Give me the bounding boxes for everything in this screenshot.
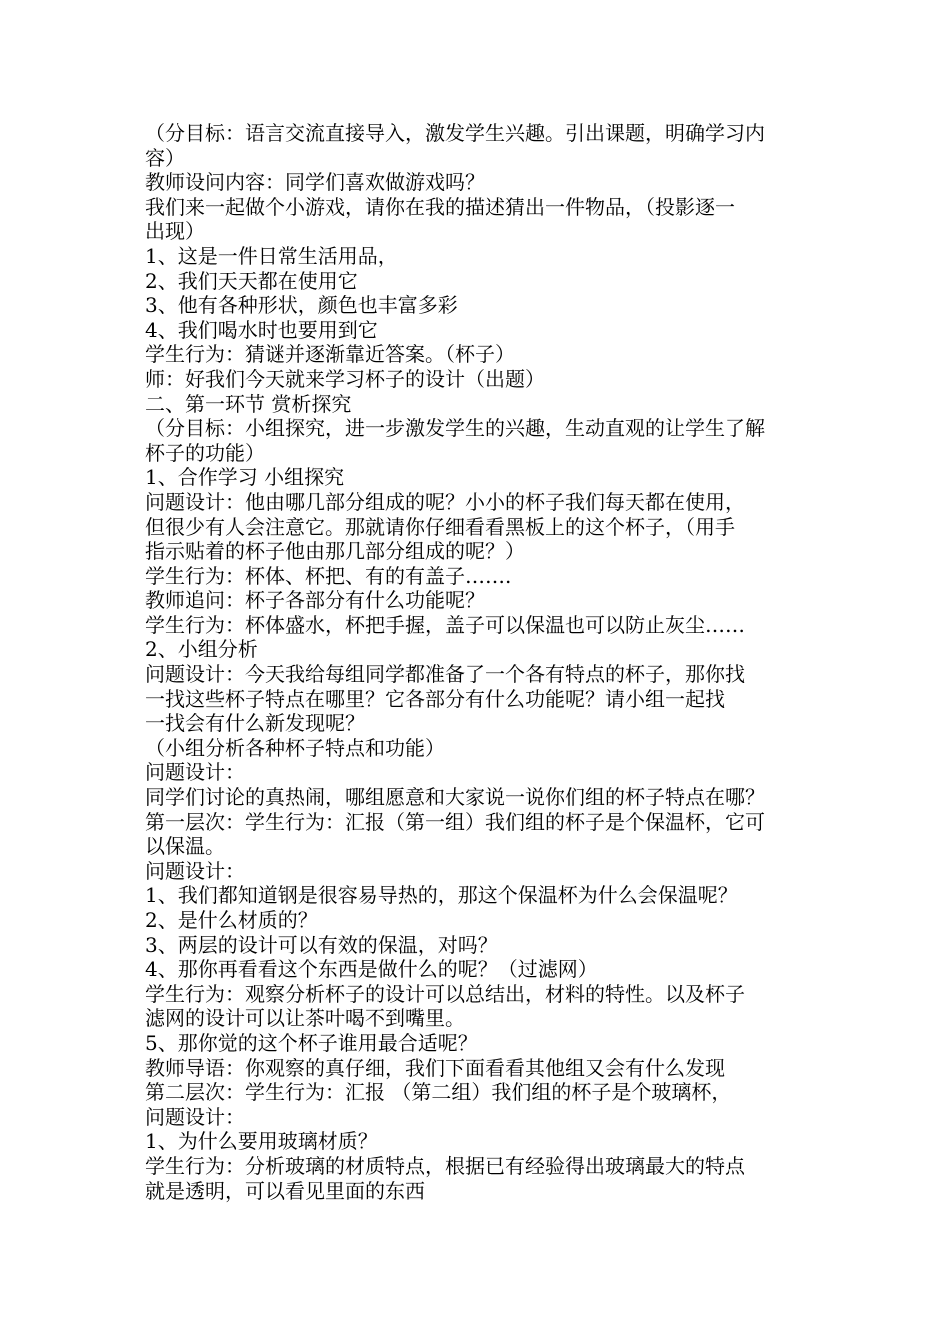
text-line: 3、两层的设计可以有效的保温，对吗？ xyxy=(145,932,498,957)
text-line: 师：好我们今天就来学习杯子的设计（出题） xyxy=(145,366,545,391)
text-line: 5、那你觉的这个杯子谁用最合适呢？ xyxy=(145,1030,478,1055)
text-line: 同学们讨论的真热闹，哪组愿意和大家说一说你们组的杯子特点在哪？ xyxy=(145,785,765,810)
text-line: 学生行为：分析玻璃的材质特点，根据已有经验得出玻璃最大的特点 xyxy=(145,1153,745,1178)
text-line: 指示贴着的杯子他由那几部分组成的呢？） xyxy=(145,539,525,564)
subsection-heading: 2、小组分析 xyxy=(145,637,258,662)
document-body xyxy=(145,121,835,1203)
text-line: 1、为什么要用玻璃材质？ xyxy=(145,1129,378,1154)
text-line: 杯子的功能） xyxy=(145,440,265,465)
text-line: 学生行为：杯体盛水，杯把手握，盖子可以保温也可以防止灰尘…… xyxy=(145,612,745,637)
text-line: 一找这些杯子特点在哪里？它各部分有什么功能呢？请小组一起找 xyxy=(145,686,725,711)
section-heading: 二、第一环节 赏析探究 xyxy=(145,391,352,416)
text-line: 我们来一起做个小游戏，请你在我的描述猜出一件物品，（投影逐一 xyxy=(145,194,735,219)
text-line: 问题设计： xyxy=(145,1104,245,1129)
text-line: （小组分析各种杯子特点和功能） xyxy=(145,735,445,760)
text-line: 1、我们都知道钢是很容易导热的，那这个保温杯为什么会保温呢？ xyxy=(145,883,738,908)
text-line: 2、是什么材质的？ xyxy=(145,908,318,932)
text-line: 滤网的设计可以让茶叶喝不到嘴里。 xyxy=(145,1006,465,1031)
text-line: 教师追问：杯子各部分有什么功能呢？ xyxy=(145,588,485,613)
text-line: 第一层次：学生行为：汇报（第一组）我们组的杯子是个保温杯，它可 xyxy=(145,809,765,834)
text-line: 第二层次：学生行为：汇报 （第二组）我们组的杯子是个玻璃杯， xyxy=(145,1080,732,1105)
text-line: 1、这是一件日常生活用品， xyxy=(145,243,398,268)
text-line: 学生行为：观察分析杯子的设计可以总结出，材料的特性。以及杯子 xyxy=(145,981,745,1006)
text-line: 就是透明，可以看见里面的东西 xyxy=(145,1178,425,1203)
text-line: 问题设计： xyxy=(145,858,245,883)
text-line: 容） xyxy=(145,145,185,170)
text-line: 教师导语：你观察的真仔细，我们下面看看其他组又会有什么发现 xyxy=(145,1055,725,1080)
text-line: （分目标：语言交流直接导入，激发学生兴趣。引出课题，明确学习内 xyxy=(145,121,765,145)
text-line: 学生行为：杯体、杯把、有的有盖子……. xyxy=(145,563,512,588)
text-line: 出现） xyxy=(145,219,205,244)
text-line: 4、我们喝水时也要用到它 xyxy=(145,317,378,342)
text-line: 问题设计：他由哪几部分组成的呢？小小的杯子我们每天都在使用， xyxy=(145,489,745,514)
text-line: 3、他有各种形状，颜色也丰富多彩 xyxy=(145,293,458,318)
text-line: 问题设计： xyxy=(145,760,245,785)
text-line: 4、那你再看看这个东西是做什么的呢？（过滤网） xyxy=(145,957,598,982)
text-line: 2、我们天天都在使用它 xyxy=(145,268,358,293)
text-line: 教师设问内容：同学们喜欢做游戏吗？ xyxy=(145,170,485,195)
text-line: 一找会有什么新发现呢？ xyxy=(145,711,365,736)
text-line: 问题设计：今天我给每组同学都准备了一个各有特点的杯子，那你找 xyxy=(145,662,745,687)
text-line: 但很少有人会注意它。那就请你仔细看看黑板上的这个杯子，（用手 xyxy=(145,514,735,539)
text-line: 学生行为：猜谜并逐渐靠近答案。（杯子） xyxy=(145,342,515,367)
text-line: 以保温。 xyxy=(145,834,225,859)
subsection-heading: 1、合作学习 小组探究 xyxy=(145,465,345,490)
text-line: （分目标：小组探究，进一步激发学生的兴趣，生动直观的让学生了解 xyxy=(145,416,765,441)
